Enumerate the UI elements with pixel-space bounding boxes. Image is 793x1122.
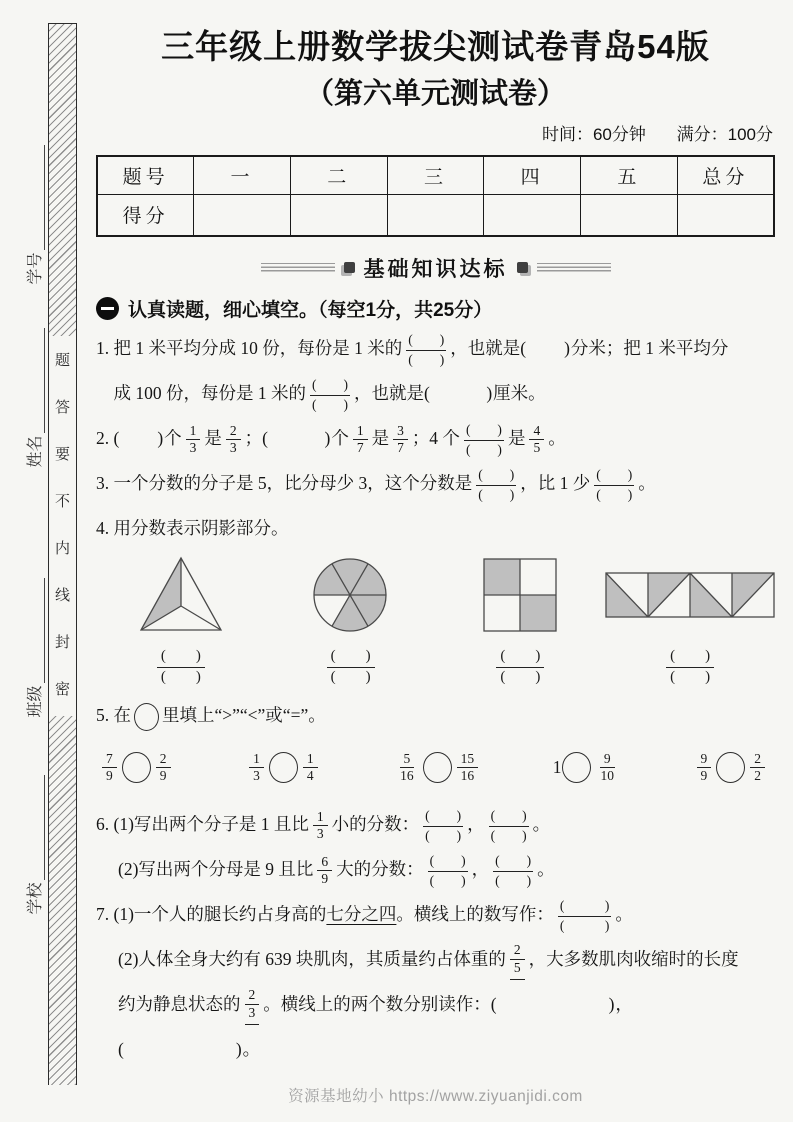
fraction-numerator: 2 [245,987,260,1005]
fraction-blank[interactable] [464,421,504,458]
fraction-blank[interactable] [666,647,714,689]
fraction-numerator: 15 [457,751,479,769]
fraction-blank[interactable] [310,376,350,413]
paper-content [94,0,783,1122]
score-row-label: 得分 [97,194,194,236]
fraction [396,751,418,786]
fraction-denominator: 3 [229,440,237,456]
figure-square-quarters [483,558,557,632]
fraction-denominator: 4 [306,768,314,784]
banner-line-icon [261,263,335,272]
paren-blank[interactable]: ( ) [520,337,571,358]
fraction-blank-denominator[interactable]: ( ) [408,351,445,367]
section-one-icon [96,297,119,320]
fraction-blank[interactable] [327,647,375,689]
footer-watermark-link[interactable]: 资源基地幼小 https://www.ziyuanjidi.com [288,1087,583,1105]
fraction-blank-numerator[interactable]: ( ) [489,807,529,827]
fraction-blank-denominator[interactable]: ( ) [465,441,502,457]
fraction-denominator: 10 [600,768,614,784]
fraction-denominator: 2 [754,768,761,784]
fraction-blank[interactable] [493,852,533,889]
fraction [750,751,765,786]
seal-line-strip [48,23,77,1085]
score-cell[interactable] [194,194,291,236]
fraction-blank[interactable] [558,897,612,934]
fraction-blank-denominator[interactable]: ( ) [160,669,201,686]
fraction-blank-numerator[interactable]: ( ) [594,466,634,486]
question-4-figures [96,553,775,637]
fraction-denominator: 16 [400,768,414,784]
fraction-numerator: 1 [353,423,368,441]
question-6-part1: 6. (1)写出两个分子是 1 且比 $\frac{1}{3}$ 小的分数： ( ) ( ) ， ( ) ( ) 。 [96,808,551,843]
fraction-blank-numerator[interactable]: ( ) [428,852,468,872]
figure-answer-blank [323,647,379,689]
fraction-numerator: 2 [226,423,241,441]
fraction-denominator: 7 [397,440,404,456]
fraction [303,751,318,786]
fraction-blank-denominator[interactable]: ( ) [429,872,466,888]
fraction-blank-numerator[interactable]: ( ) [406,331,446,351]
fraction-numerator: 3 [393,423,408,441]
fraction [317,854,332,889]
score-table-body-row [97,194,774,236]
fraction-denominator: 5 [513,959,521,975]
exam-meta [96,120,775,145]
score-table-header-cell: 四 [484,156,581,195]
question-4-answer-blanks [96,647,775,689]
seal-text: 题答要不内线封密 [54,353,70,698]
score-table-corner-cell: 题号 [97,156,194,195]
fraction-denominator: 7 [356,440,364,456]
fraction-denominator: 3 [316,826,324,842]
fraction-numerator: 6 [317,854,332,872]
fraction-denominator: 3 [189,440,197,456]
fraction-numerator: 1 [303,751,318,769]
page-subtitle: （第六单元测试卷） [304,77,566,110]
fraction-blank-denominator[interactable]: ( ) [596,486,633,502]
score-cell[interactable] [677,194,774,236]
fraction-denominator: 3 [253,768,260,784]
fraction [313,809,328,844]
fraction [697,751,712,786]
fraction-blank-numerator[interactable]: ( ) [464,421,504,441]
hatch-pattern-top [49,24,76,336]
circle-placeholder-icon [134,703,159,731]
fraction-blank[interactable] [489,807,529,844]
score-table-header-row [97,156,774,195]
compare-circle[interactable] [269,752,298,783]
compare-item [98,751,175,786]
fraction-blank-denominator[interactable]: ( ) [425,827,462,843]
fraction-blank[interactable] [428,852,468,889]
banner-line-icon [537,263,611,272]
compare-circle[interactable] [122,752,151,783]
fraction-blank[interactable] [157,647,205,689]
fraction-blank-numerator[interactable]: ( ) [476,466,516,486]
field-blank-line[interactable] [26,146,45,251]
score-table-header-cell: 三 [387,156,484,195]
question-5-label: 5. 在 里填上“>”“<”或“=”。 [96,693,775,738]
figure-answer-blank [153,647,209,689]
student-field-number [21,130,45,300]
fraction [353,423,368,458]
fraction-blank-numerator[interactable]: ( ) [493,852,533,872]
fraction-numerator: 9 [697,751,712,769]
fraction-denominator: 9 [321,871,329,887]
figure-circle-sixths [309,554,391,636]
fraction [529,423,544,458]
fraction-denominator: 9 [159,768,167,784]
fraction-blank-denominator[interactable]: ( ) [495,872,532,888]
fraction-blank-numerator[interactable]: ( ) [423,807,463,827]
fraction-blank-denominator[interactable]: ( ) [490,827,527,843]
fraction [596,751,618,786]
compare-item: 1 $\frac{9}{10}$ [553,751,622,786]
hatch-pattern-bottom [49,716,76,1085]
compare-circle[interactable] [562,752,591,783]
question-7-part1: 7. (1)一个人的腿长约占身高的七分之四。横线上的数写作： ( ) ( ) 。 [96,898,633,933]
compare-item [693,751,770,786]
score-table-header-cell: 二 [290,156,387,195]
fraction [245,987,260,1025]
fraction [156,751,171,786]
field-label: 学校 [27,882,44,915]
fraction [186,423,201,458]
student-field-class [21,563,45,733]
fraction-numerator: 1 [186,423,201,441]
fraction-blank-numerator[interactable]: ( ) [558,897,612,917]
field-blank-line[interactable] [26,776,45,881]
fraction-numerator: 9 [600,751,615,769]
compare-circle[interactable] [716,752,745,783]
full-score: 满分：100分 [676,124,773,144]
page-title: 三年级上册数学拔尖测试卷青岛54版 [161,28,710,65]
fraction-numerator: 1 [313,809,328,827]
question-6-part2: (2)写出两个分母是 9 且比 $\frac{6}{9}$ 大的分数： ( ) ( ) ， ( ) ( ) 。 [118,853,555,888]
fraction-blank-numerator[interactable]: ( ) [666,647,714,669]
figure-answer-blank [662,647,718,689]
fraction-denominator: 9 [106,768,113,784]
fraction-blank-denominator[interactable]: ( ) [500,669,541,686]
score-cell[interactable] [581,194,678,236]
underlined-text: 七分之四 [326,903,397,924]
compare-circle[interactable] [423,752,452,783]
score-table-header-cell: 总分 [677,156,774,195]
fraction-denominator: 5 [533,440,541,456]
fraction-blank-denominator[interactable]: ( ) [559,917,610,933]
fraction-denominator: 3 [248,1004,256,1020]
fraction-blank-denominator[interactable]: ( ) [478,486,515,502]
field-blank-line[interactable] [26,579,45,684]
question-3: 3. 一个分数的分子是 5，比分母少 3，这个分数是 ( ) ( ) ，比 1 少 ( ) ( ) 。 [96,467,656,502]
fraction-blank-numerator[interactable]: ( ) [496,647,544,669]
question-4-label: 4. 用分数表示阴影部分。 [96,517,289,538]
score-cell[interactable] [387,194,484,236]
banner-title: 基础知识达标 [363,257,508,281]
figure-strip-eighths [605,572,775,618]
fraction-blank[interactable] [594,466,634,503]
fraction-denominator: 9 [700,768,708,784]
fraction-blank-numerator[interactable]: ( ) [157,647,205,669]
paren-blank[interactable]: ( ) [262,427,332,448]
question-1: 1. 把 1 米平均分成 10 份，每份是 1 米的 ( ) ( ) ，也就是( )分米；把 1 米平均分 成 100 份，每份是 1 米的 ( ) ( ) ，也就是( )厘米。 [96,332,729,412]
fraction-numerator: 2 [156,751,171,769]
fraction-numerator: 1 [249,751,264,769]
fraction-denominator: 16 [460,768,475,784]
fraction [393,423,408,458]
section-1-title: 认真读题，细心填空。（每空1分，共25分） [128,299,493,321]
paren-blank[interactable]: ( ) [118,1038,243,1059]
fraction [457,751,479,786]
fraction-blank[interactable] [406,331,446,368]
section-banner [96,253,775,283]
paren-blank[interactable]: ( ) [113,427,165,448]
fraction [102,751,117,786]
fraction-blank-numerator[interactable]: ( ) [327,647,375,669]
banner-mark-icon [517,262,528,273]
score-table [96,155,775,237]
fraction [249,751,264,786]
field-blank-line[interactable] [26,329,45,434]
time-limit: 时间：60分钟 [541,124,646,144]
field-label: 班级 [27,685,44,718]
fraction-numerator: 2 [750,751,765,769]
field-label: 姓名 [27,435,44,468]
section-1-heading [96,295,775,322]
score-table-header-cell: 五 [581,156,678,195]
score-cell[interactable] [484,194,581,236]
score-table-header-cell: 一 [194,156,291,195]
fraction-numerator: 2 [510,942,525,960]
fraction-numerator: 5 [400,751,415,769]
figure-answer-blank [492,647,548,689]
fraction-blank-denominator[interactable]: ( ) [670,669,711,686]
paren-blank[interactable]: ( ) [490,993,616,1014]
fraction-numerator: 7 [102,751,117,769]
banner-mark-icon [344,262,355,273]
fraction-blank[interactable] [423,807,463,844]
compare-item [392,751,482,786]
fraction-blank-denominator[interactable]: ( ) [330,669,371,686]
student-field-school [21,760,45,930]
score-cell[interactable] [290,194,387,236]
figure-triangle-thirds [131,553,231,637]
compare-item [245,751,322,786]
question-7-part2: (2)人体全身大约有 639 块肌肉，其质量约占体重的 $\frac{2}{5}$ ，大多数肌肉收缩时的长度 约为静息状态的 $\frac{2}{3}$ 。横线上的两个数分别读作：( )，( )。 [118,942,739,1059]
fraction-blank-denominator[interactable]: ( ) [312,396,348,412]
student-field-name [21,313,45,483]
fraction [510,942,525,980]
fraction-blank[interactable] [496,647,544,689]
question-5-items [96,740,775,796]
fraction-blank[interactable] [476,466,516,503]
paren-blank[interactable]: ( ) [424,382,494,403]
fraction [226,423,241,458]
fraction-blank-numerator[interactable]: ( ) [310,376,350,396]
field-label: 学号 [27,252,44,285]
question-2: 2. ( )个 $\frac{1}{3}$ 是 $\frac{2}{3}$ ；( )个 $\frac{1}{7}$ 是 $\frac{3}{7}$ ；4 个 ( ) ( ) 是 $\frac{4}{5}$ 。 [96,422,566,457]
fraction-numerator: 4 [529,423,544,441]
